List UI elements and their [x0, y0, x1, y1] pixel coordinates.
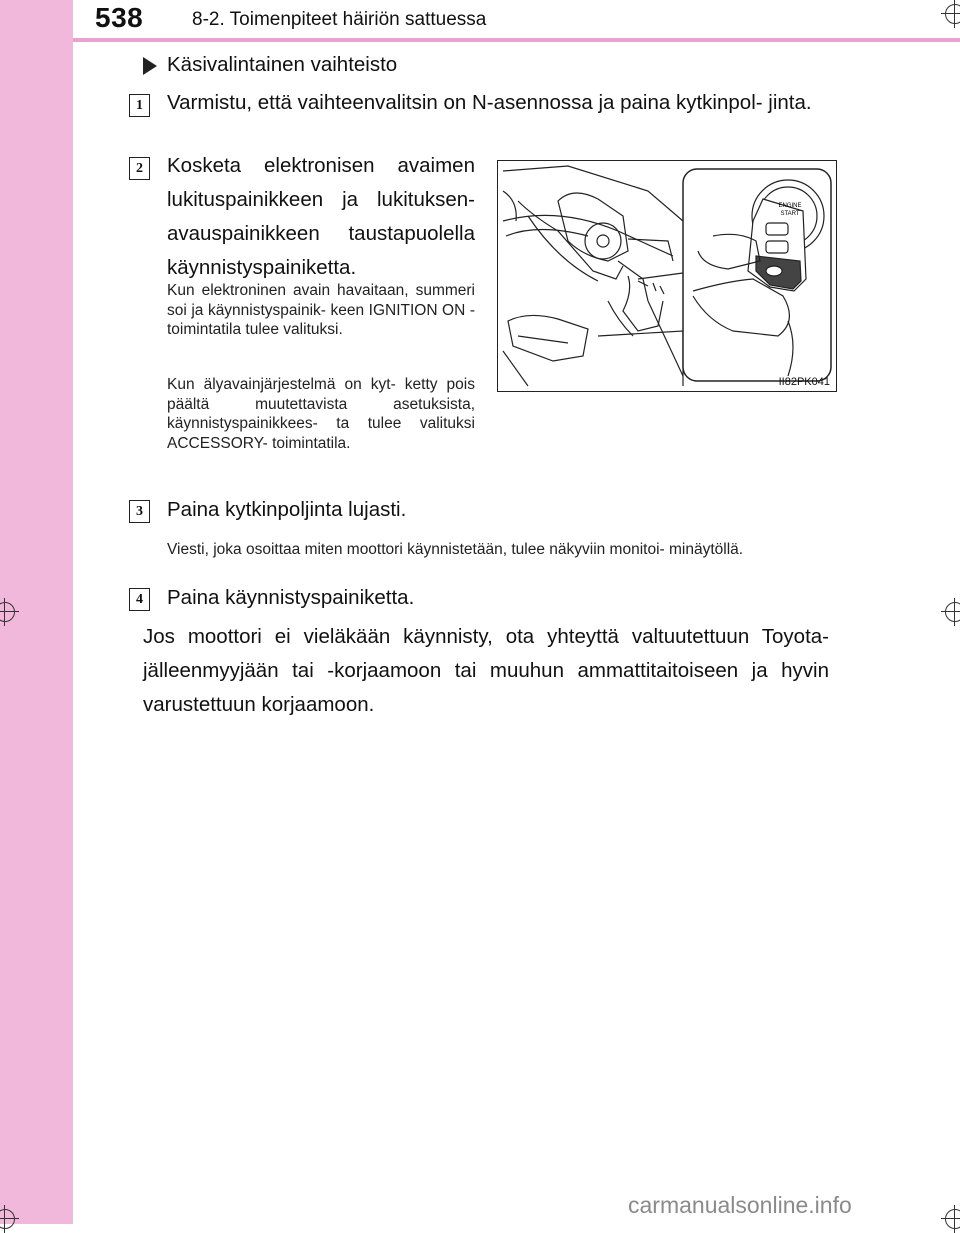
step-2-note-2: Kun älyavainjärjestelmä on kyt- ketty pois päältä muutettavista asetuksista, käynnistyspainikkees- ta tulee valituksi ACCESSORY- toimintatila. — [167, 376, 475, 452]
crop-mark-icon — [0, 598, 19, 626]
subsection-title: Käsivalintainen vaihteisto — [167, 53, 398, 76]
step-2-text: Kosketa elektronisen avaimen lukituspainikkeen ja lukituksen- avauspainikkeen taustapuolella käynnistyspainiketta. — [167, 154, 475, 279]
triangle-bullet-icon — [143, 57, 157, 75]
section-title: 8-2. Toimenpiteet häiriön sattuessa — [192, 9, 487, 30]
start-label: START — [780, 211, 800, 217]
car-interior-illustration — [498, 161, 836, 391]
header-rule — [73, 38, 960, 42]
crop-mark-icon — [941, 598, 960, 626]
crop-mark-icon — [941, 0, 960, 28]
crop-mark-icon — [941, 1205, 960, 1233]
page-number: 538 — [95, 2, 144, 33]
step-3-text: Paina kytkinpoljinta lujasti. — [167, 498, 407, 521]
step-2-note-1: Kun elektroninen avain havaitaan, summeri soi ja käynnistyspainik- keen IGNITION ON -toimintatila tulee valituksi. — [167, 282, 475, 338]
step-3-note: Viesti, joka osoittaa miten moottori käynnistetään, tulee näkyviin monitoi- minäytöllä. — [167, 541, 744, 558]
step-number-badge: 1 — [129, 94, 150, 117]
step-number-badge: 4 — [129, 588, 150, 611]
crop-mark-icon — [0, 1205, 19, 1233]
step-4-text: Paina käynnistyspainiketta. — [167, 586, 415, 609]
step-1-text: Varmistu, että vaihteenvalitsin on N-asennossa ja paina kytkinpol- jinta. — [167, 91, 812, 114]
closing-paragraph: Jos moottori ei vieläkään käynnisty, ota yhteyttä valtuutettuun Toyota-jälleenmyyjään tai -korjaamoon tai muuhun ammattitaitoiseen ja hyvin varustettuun korjaamoon. — [143, 625, 829, 716]
engine-label: ENGINE — [778, 203, 802, 209]
step-number-badge: 2 — [129, 157, 150, 180]
step-number-badge: 3 — [129, 500, 150, 523]
footer-watermark: carmanualsonline.info — [628, 1192, 852, 1218]
figure-code: II82PK041 — [778, 376, 830, 388]
figure-engine-start-illustration — [497, 160, 837, 392]
